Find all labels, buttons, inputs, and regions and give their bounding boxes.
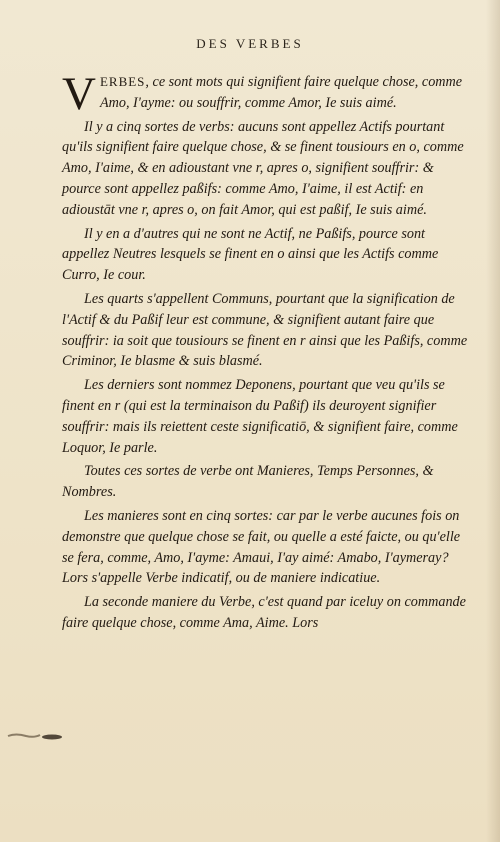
paragraph-1-text: , ce sont mots qui signifient faire quelque chose, comme Amo, I'ayme: ou souffrir, comme Amor, Ie suis aimé. (99, 74, 463, 111)
paragraph-4: Les quarts s'appellent Communs, pourtant que la signification de l'Actif & du Paßif leur est commune, & signifient autant faire que souffrir: ia soit que tousiours se finent en r ainsi que les Paßifs, comme Criminor, Ie blasme & suis blasmé. (62, 290, 468, 370)
paragraph-1-smallcaps-start: ERBES (99, 74, 146, 89)
drop-cap-initial: V (62, 68, 96, 120)
body-text (62, 68, 472, 637)
paragraph-3: Il y en a d'autres qui ne sont ne Actif, ne Paßifs, pource sont appellez Neutres lesquels se finent en o ainsi que les Actifs comme Curro, Ie cour. (62, 225, 439, 284)
paragraph-6: Toutes ces sortes de verbe ont Manieres, Temps Personnes, & Nombres. (62, 463, 434, 501)
paragraph-7: Les manieres sont en cinq sortes: car par le verbe aucunes fois on demonstre que quelque chose se fait, ou quelle a esté faicte, ou qu'elle se fera, comme, Amo, I'ayme: Amaui, I'ay aimé: Amabo, I'aymeray? Lors s'appelle Verbe indicatif, ou de maniere indicatiue. (62, 507, 461, 587)
paragraph-1 (62, 68, 472, 120)
page-edge-shadow (486, 0, 500, 842)
paragraph-2: Il y a cinq sortes de verbs: aucuns sont appellez Actifs pourtant qu'ils signifient faire quelque chose, & se finent tousiours en o, comme Amo, I'aime, & en adioustant vne r, apres o, signifient souffrir: & pource sont appellez paßifs: comme Amo, I'aime, il est Actif: en adioustāt vne r, apres o, on fait Amor, qui est paßif, Ie suis aimé. (62, 118, 464, 218)
running-head: DES VERBES (196, 36, 304, 51)
ink-smudge-mark (6, 731, 66, 741)
paragraph-5: Les derniers sont nommez Deponens, pourtant que veu qu'ils se finent en r (qui est la terminaison du Paßif) ils deuroyent signifier souffrir: mais ils reiettent ceste significatiō, & signifient faire, comme Loquor, Ie parle. (62, 377, 458, 456)
paragraph-8: La seconde maniere du Verbe, c'est quand par iceluy on commande faire quelque chose, comme Ama, Aime. Lors (62, 594, 466, 631)
